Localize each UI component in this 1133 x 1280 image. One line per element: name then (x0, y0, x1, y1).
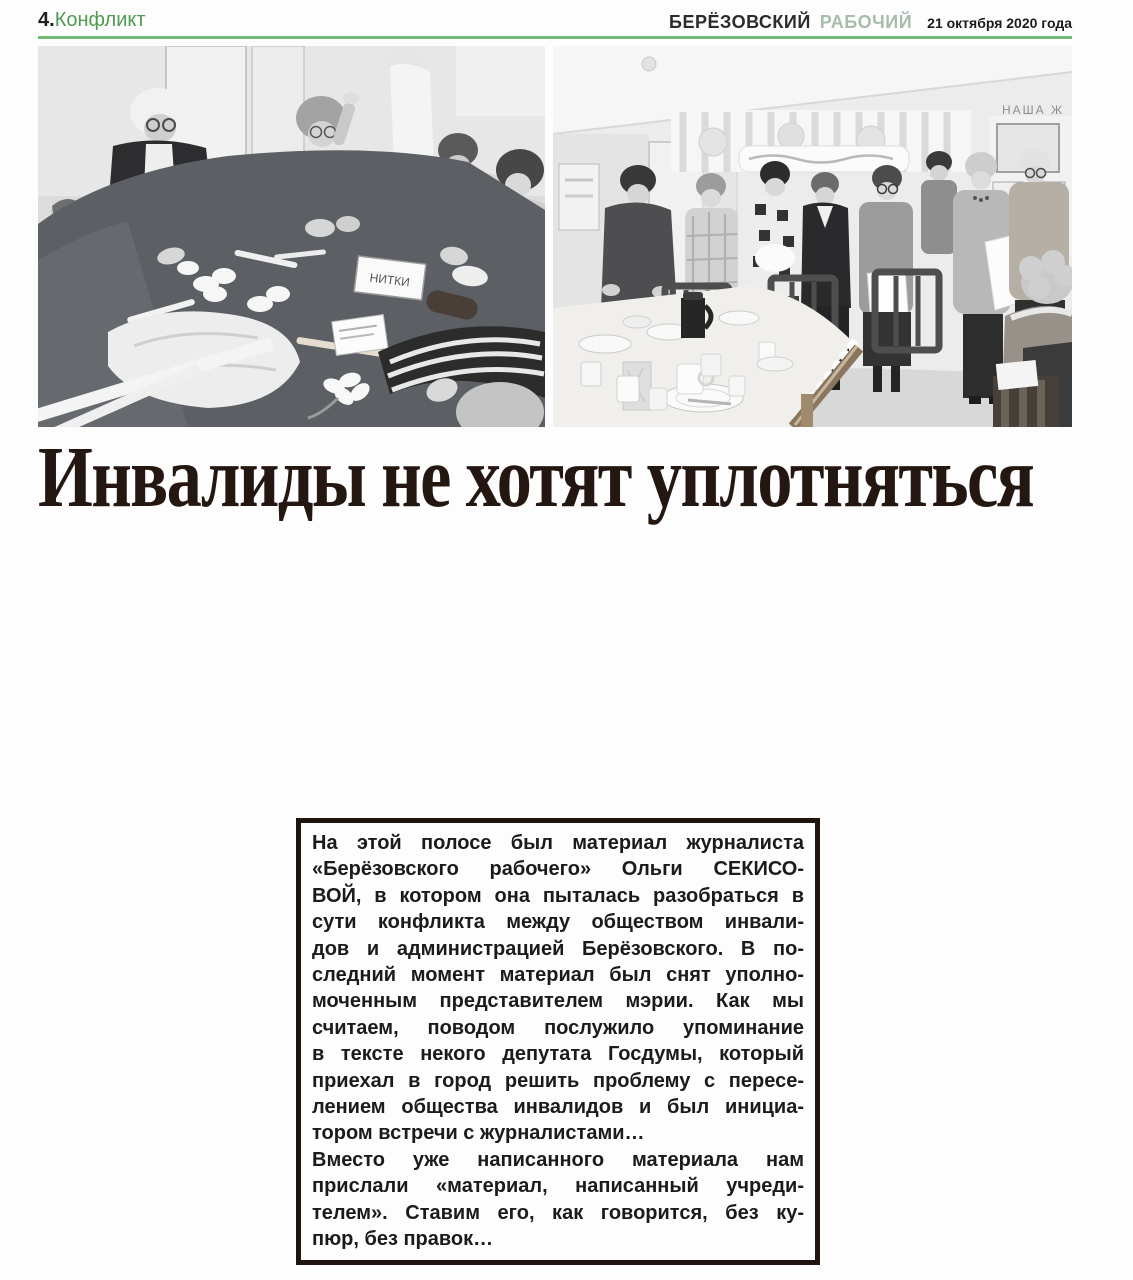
masthead-secondary: РАБОЧИЙ (819, 12, 913, 32)
note-line: дов и администрацией Берёзовского. В по- (312, 937, 804, 960)
wall-decoration (671, 110, 971, 172)
thread-box (354, 256, 426, 300)
note-line: тором встречи с журналистами… (312, 1122, 645, 1145)
photo-craft-workshop (38, 46, 545, 427)
note-line: «Берёзовского рабочего» Ольги СЕКИСО- (312, 858, 804, 881)
section-label: Конфликт (54, 9, 146, 31)
page-number: 4. (38, 9, 55, 31)
wall-text: НАША Ж (1001, 103, 1065, 117)
note-line: приехал в город решить проблему с пересе- (312, 1069, 804, 1092)
note-line: пюр, без правок… (312, 1228, 494, 1251)
note-line: лением общества инвалидов и был инициа- (312, 1096, 804, 1119)
thread-box-label: НИТКИ (368, 270, 411, 290)
note-line: Вместо уже написанного материала нам (312, 1148, 804, 1171)
note-line: телем». Ставим его, как говорится, без ку- (312, 1201, 804, 1224)
header-rule (38, 36, 1072, 39)
note-line: следний момент материал был снят уполно- (312, 964, 804, 987)
issue-date: 21 октября 2020 года (927, 15, 1072, 31)
note-line: в тексте некого депутата Госдумы, который (312, 1043, 804, 1066)
editorial-note-text (312, 830, 804, 1253)
photo-group-meeting (553, 46, 1072, 427)
note-line: считаем, поводом послужило упоминание (312, 1016, 804, 1039)
masthead (38, 12, 1072, 33)
note-line: моченным представителем мэрии. Как мы (312, 990, 804, 1013)
note-line: На этой полосе был материал журналиста (312, 832, 804, 854)
note-line: сути конфликта между обществом инвали- (312, 911, 804, 934)
masthead-primary: БЕРЁЗОВСКИЙ (669, 12, 811, 32)
photo-group-meeting-illustration (553, 46, 1072, 427)
editorial-note-box (296, 818, 820, 1265)
photo-craft-workshop-illustration (38, 46, 545, 427)
note-line: прислали «материал, написанный учреди- (312, 1175, 804, 1198)
headline: Инвалиды не хотят уплотняться (38, 428, 1034, 526)
note-line: ВОЙ, в котором она пыталась разобраться в (312, 884, 804, 907)
